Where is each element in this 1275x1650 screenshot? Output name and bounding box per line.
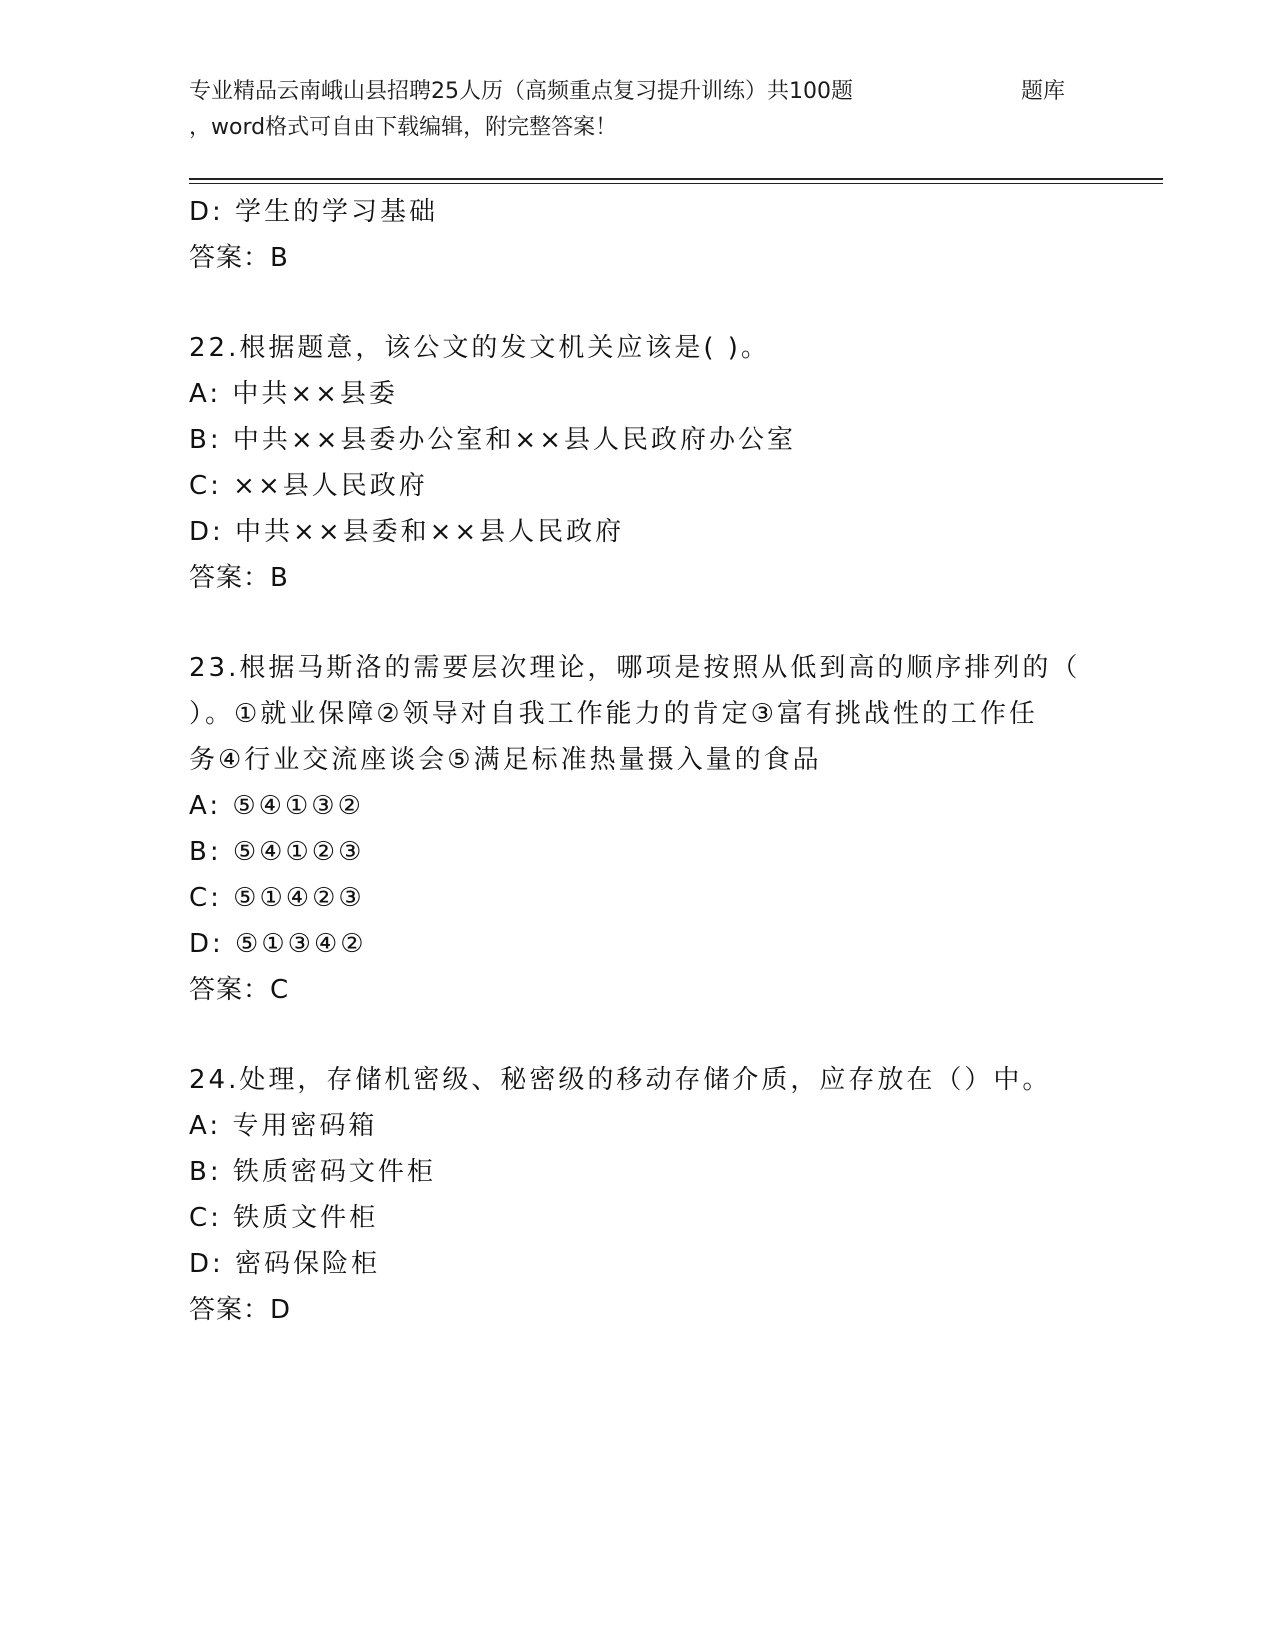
header-title: 专业精品云南峨山县招聘25人历（高频重点复习提升训练）共100题 xyxy=(189,79,853,104)
option-c: C: 铁质文件柜 xyxy=(189,1203,379,1233)
question-stem: ）。①就业保障②领导对自我工作能力的肯定③富有挑战性的工作任 xyxy=(189,699,1038,729)
option-a: A: 专用密码箱 xyxy=(189,1111,378,1141)
option-a: A: 中共××县委 xyxy=(189,379,398,409)
option-c: C: ⑤①④②③ xyxy=(189,883,365,913)
header-divider-thick xyxy=(189,178,1163,180)
option-d: D: 学生的学习基础 xyxy=(189,197,439,227)
question-24 xyxy=(189,1057,1089,1333)
question-stem: 22.根据题意，该公文的发文机关应该是( )。 xyxy=(189,333,770,363)
header-subtitle: ，word格式可自由下载编辑，附完整答案！ xyxy=(189,115,618,140)
question-stem: 24.处理，存储机密级、秘密级的移动存储介质，应存放在（）中。 xyxy=(189,1065,1052,1095)
answer-line: 答案：B xyxy=(189,563,289,593)
option-b: B: 中共××县委办公室和××县人民政府办公室 xyxy=(189,425,797,455)
document-body xyxy=(189,189,1089,1333)
previous-question-tail xyxy=(189,189,1089,281)
question-stem: 23.根据马斯洛的需要层次理论，哪项是按照从低到高的顺序排列的（ xyxy=(189,653,1081,683)
option-c: C: ××县人民政府 xyxy=(189,471,428,501)
spacer xyxy=(189,281,1089,325)
spacer xyxy=(189,1013,1089,1057)
option-d: D: 中共××县委和××县人民政府 xyxy=(189,517,625,547)
option-b: B: 铁质密码文件柜 xyxy=(189,1157,436,1187)
option-a: A: ⑤④①③② xyxy=(189,791,364,821)
header-title-line xyxy=(189,74,1089,110)
answer-line: 答案：D xyxy=(189,1295,292,1325)
question-22 xyxy=(189,325,1089,601)
question-23 xyxy=(189,645,1089,1013)
answer-line: 答案：C xyxy=(189,975,290,1005)
answer-line: 答案：B xyxy=(189,243,289,273)
option-d: D: 密码保险柜 xyxy=(189,1249,381,1279)
header-tag: 题库 xyxy=(1021,79,1066,104)
page-header xyxy=(189,74,1089,146)
header-divider-thin xyxy=(189,183,1163,184)
spacer xyxy=(189,601,1089,645)
question-stem: 务④行业交流座谈会⑤满足标准热量摄入量的食品 xyxy=(189,745,822,775)
option-b: B: ⑤④①②③ xyxy=(189,837,365,867)
option-d: D: ⑤①③④② xyxy=(189,929,367,959)
